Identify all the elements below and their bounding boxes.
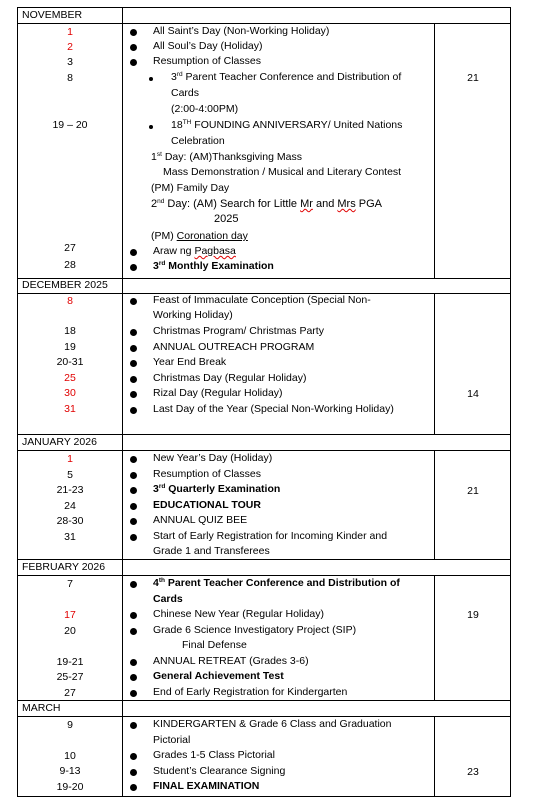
event-text: (PM) Coronation day: [151, 230, 248, 242]
date-cell: 20-31: [56, 356, 84, 368]
bullet-icon: [130, 722, 137, 729]
bullet-icon: [130, 407, 137, 414]
event-text: Mass Demonstration / Musical and Literary Contest: [163, 166, 402, 178]
date-cell: 8: [67, 295, 73, 307]
row-divider: [18, 434, 510, 435]
date-cell: 19 – 20: [52, 119, 88, 131]
bullet-icon: [130, 753, 137, 760]
event-text: Student’s Clearance Signing: [153, 765, 286, 777]
date-cell: 7: [67, 578, 73, 590]
event-text: All Soul’s Day (Holiday): [153, 40, 263, 52]
date-cell: 28-30: [56, 515, 84, 527]
event-text: Working Holiday): [153, 309, 233, 321]
date-cell: 21-23: [56, 484, 84, 496]
column-divider-days: [434, 450, 435, 559]
column-divider-days: [434, 23, 435, 278]
event-text: 3rd Quarterly Examination: [153, 483, 281, 495]
date-cell: 27: [64, 242, 76, 254]
event-text: Start of Early Registration for Incoming Kinder and: [153, 530, 388, 542]
date-cell: 9-13: [59, 765, 81, 777]
event-text: Christmas Day (Regular Holiday): [153, 372, 307, 384]
month-header-december: DECEMBER 2025: [22, 279, 108, 291]
event-text: (PM) Family Day: [151, 182, 230, 194]
event-text: 2025: [214, 213, 239, 225]
sub-bullet-icon: [149, 77, 153, 81]
bullet-icon: [130, 329, 137, 336]
date-cell: 19-20: [56, 781, 84, 793]
date-cell: 27: [64, 687, 76, 699]
event-text: (2:00-4:00PM): [171, 103, 239, 115]
bullet-icon: [130, 360, 137, 367]
month-header-march: MARCH: [22, 702, 61, 714]
event-text: Chinese New Year (Regular Holiday): [153, 608, 325, 620]
bullet-icon: [130, 503, 137, 510]
column-divider-days: [434, 716, 435, 796]
bullet-icon: [130, 769, 137, 776]
school-days-count: 21: [467, 72, 479, 84]
bullet-icon: [130, 674, 137, 681]
event-text: 3rd Parent Teacher Conference and Distribution of: [171, 71, 402, 83]
date-cell: 30: [64, 387, 76, 399]
school-days-count: 23: [467, 766, 479, 778]
date-cell: 1: [67, 453, 73, 465]
event-text: 3rd Monthly Examination: [153, 260, 274, 272]
event-text: All Saint’s Day (Non-Working Holiday): [153, 25, 330, 37]
bullet-icon: [130, 690, 137, 697]
event-text: Pictorial: [153, 734, 191, 746]
column-divider-date: [122, 8, 123, 796]
event-text: End of Early Registration for Kindergarten: [153, 686, 348, 698]
event-text: ANNUAL OUTREACH PROGRAM: [153, 341, 315, 353]
date-cell: 31: [64, 403, 76, 415]
event-text: General Achievement Test: [153, 670, 284, 682]
bullet-icon: [130, 534, 137, 541]
month-header-january: JANUARY 2026: [22, 436, 97, 448]
bullet-icon: [130, 581, 137, 588]
event-text: Resumption of Classes: [153, 55, 261, 67]
event-text: FINAL EXAMINATION: [153, 780, 260, 792]
event-text: EDUCATIONAL TOUR: [153, 499, 261, 511]
event-text: Araw ng Pagbasa: [153, 245, 236, 257]
bullet-icon: [130, 44, 137, 51]
event-text: Feast of Immaculate Conception (Special Non-: [153, 294, 371, 306]
month-header-february: FEBRUARY 2026: [22, 561, 106, 573]
date-cell: 3: [67, 56, 73, 68]
school-days-count: 14: [467, 388, 479, 400]
bullet-icon: [130, 472, 137, 479]
school-calendar-table: [17, 7, 511, 797]
event-text: 2nd Day: (AM) Search for Little Mr and Mrs PGA: [151, 198, 382, 210]
event-text: Celebration: [171, 135, 225, 147]
event-text: Grades 1-5 Class Pictorial: [153, 749, 275, 761]
date-cell: 25: [64, 372, 76, 384]
date-cell: 28: [64, 259, 76, 271]
bullet-icon: [130, 29, 137, 36]
bullet-icon: [130, 612, 137, 619]
bullet-icon: [130, 59, 137, 66]
event-text: 18TH FOUNDING ANNIVERSARY/ United Nations: [171, 119, 403, 131]
bullet-icon: [130, 628, 137, 635]
event-text: Final Defense: [182, 639, 247, 651]
bullet-icon: [130, 784, 137, 791]
date-cell: 19: [64, 341, 76, 353]
event-text: ANNUAL RETREAT (Grades 3-6): [153, 655, 309, 667]
date-cell: 19-21: [56, 656, 84, 668]
bullet-icon: [130, 391, 137, 398]
bullet-icon: [130, 376, 137, 383]
date-cell: 31: [64, 531, 76, 543]
date-cell: 8: [67, 72, 73, 84]
date-cell: 2: [67, 41, 73, 53]
event-text: KINDERGARTEN & Grade 6 Class and Graduation: [153, 718, 392, 730]
bullet-icon: [130, 487, 137, 494]
date-cell: 10: [64, 750, 76, 762]
column-divider-days: [434, 293, 435, 434]
school-days-count: 19: [467, 609, 479, 621]
event-text: Cards: [171, 87, 200, 99]
date-cell: 18: [64, 325, 76, 337]
bullet-icon: [130, 298, 137, 305]
sub-bullet-icon: [149, 125, 153, 129]
bullet-icon: [130, 456, 137, 463]
event-text: ANNUAL QUIZ BEE: [153, 514, 248, 526]
event-text: Rizal Day (Regular Holiday): [153, 387, 283, 399]
bullet-icon: [130, 345, 137, 352]
date-cell: 9: [67, 719, 73, 731]
bullet-icon: [130, 264, 137, 271]
event-text: Grade 6 Science Investigatory Project (SIP): [153, 624, 357, 636]
date-cell: 5: [67, 469, 73, 481]
event-text: 4th Parent Teacher Conference and Distribution of: [153, 577, 400, 589]
event-text: Christmas Program/ Christmas Party: [153, 325, 324, 337]
column-divider-days: [434, 575, 435, 700]
school-days-count: 21: [467, 485, 479, 497]
date-cell: 25-27: [56, 671, 84, 683]
date-cell: 20: [64, 625, 76, 637]
event-text: Grade 1 and Transferees: [153, 545, 270, 557]
bullet-icon: [130, 518, 137, 525]
event-text: New Year’s Day (Holiday): [153, 452, 273, 464]
event-text: 1st Day: (AM)Thanksgiving Mass: [151, 151, 302, 163]
event-text: Year End Break: [153, 356, 227, 368]
event-text: Last Day of the Year (Special Non-Working Holiday): [153, 403, 394, 415]
date-cell: 17: [64, 609, 76, 621]
event-text: Resumption of Classes: [153, 468, 261, 480]
date-cell: 1: [67, 26, 73, 38]
bullet-icon: [130, 249, 137, 256]
date-cell: 24: [64, 500, 76, 512]
month-header-november: NOVEMBER: [22, 9, 83, 21]
event-text: Cards: [153, 593, 183, 605]
bullet-icon: [130, 659, 137, 666]
